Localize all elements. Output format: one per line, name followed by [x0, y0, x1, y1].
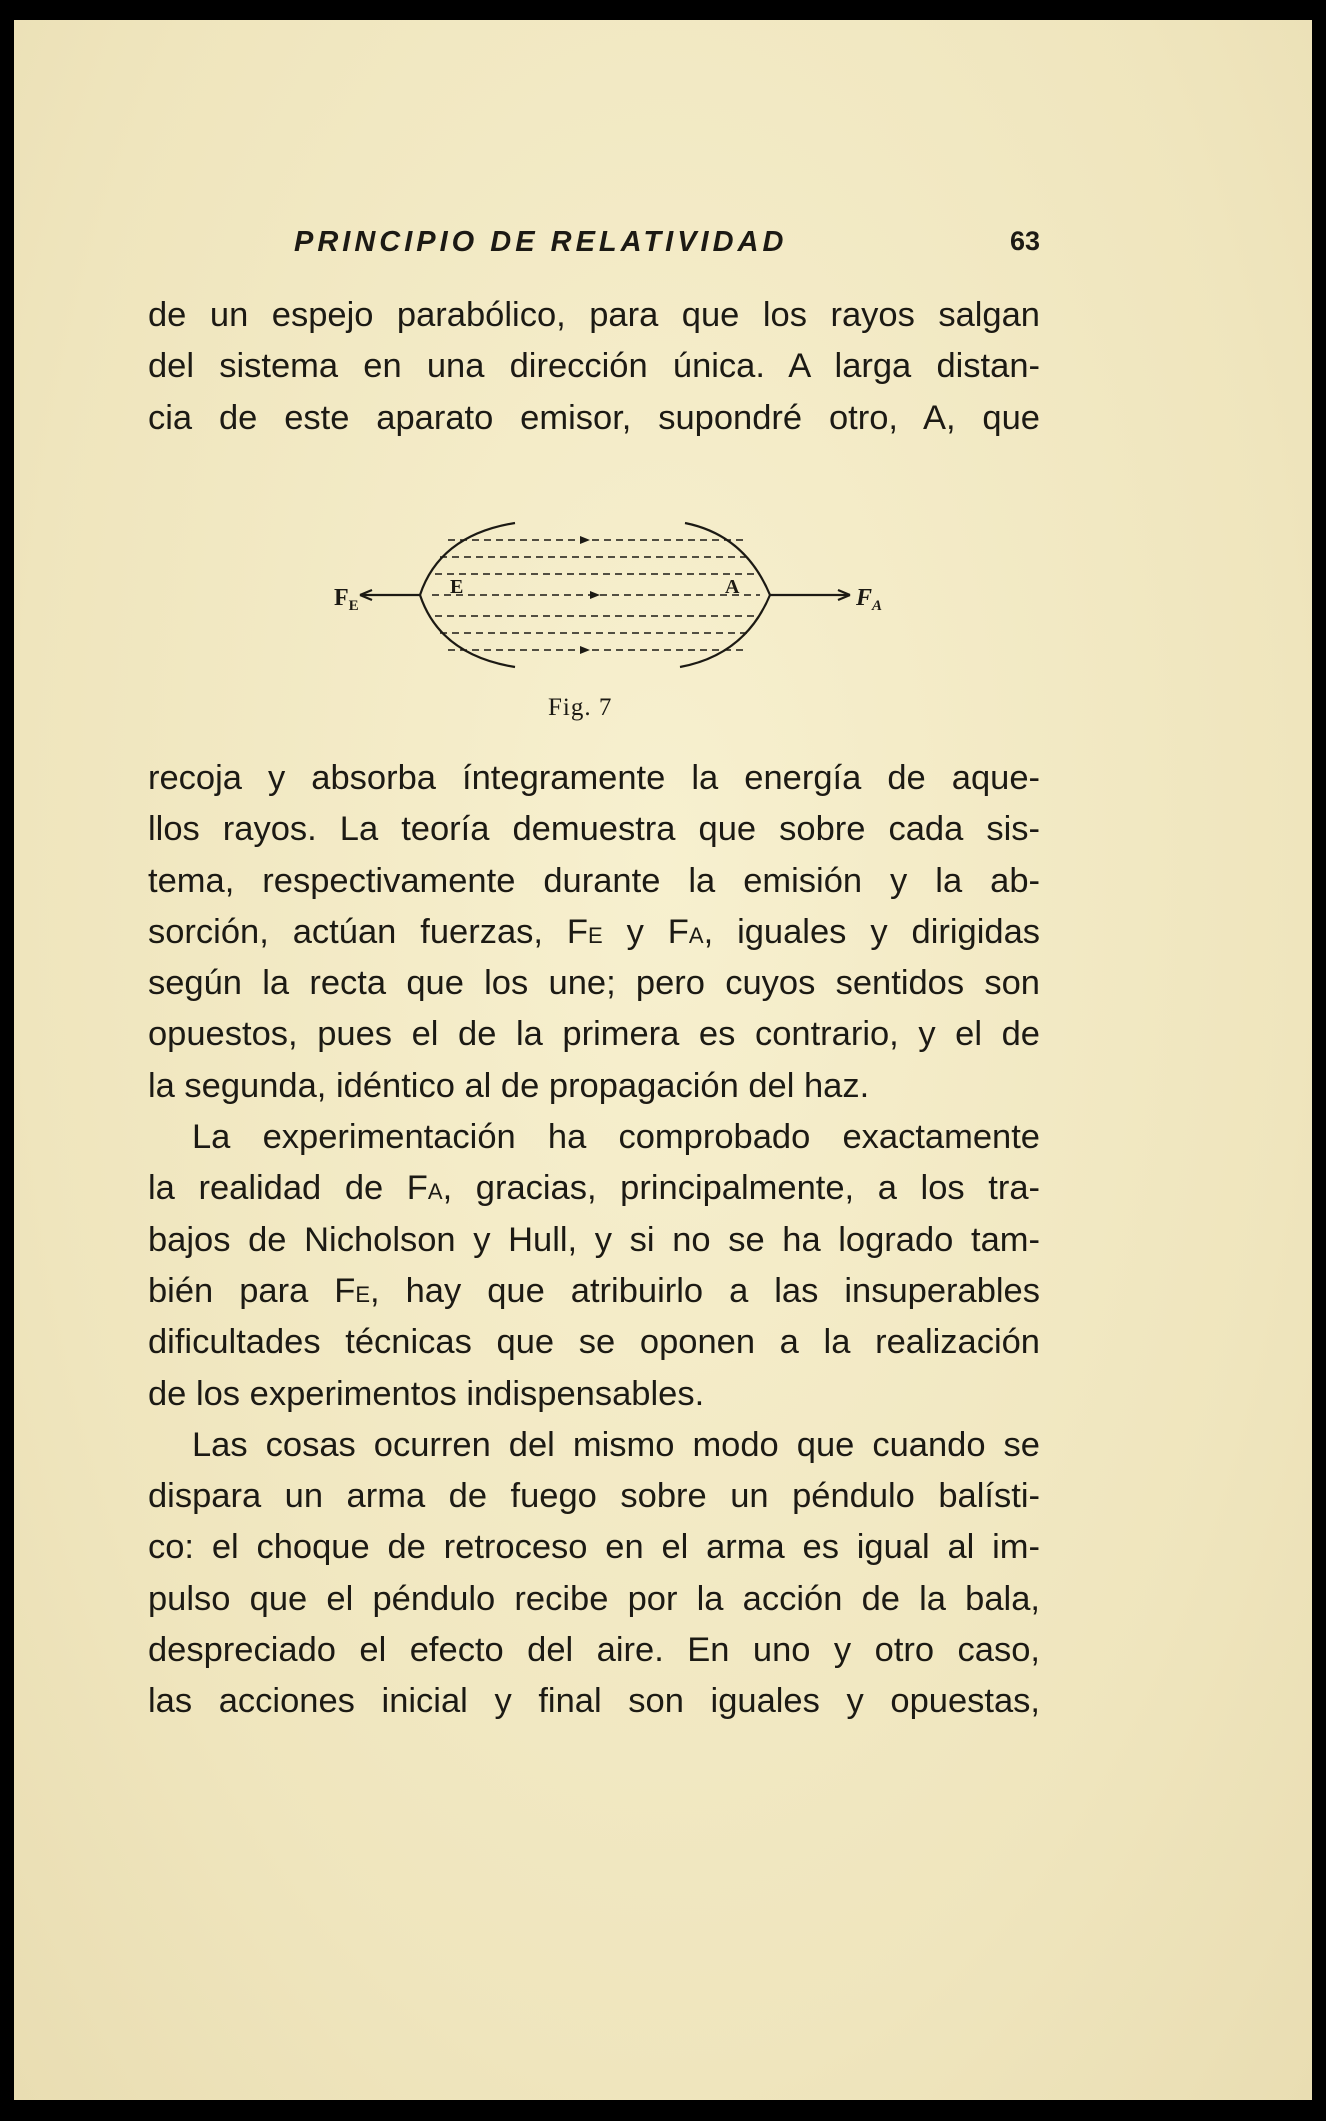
emitter-mirror-bottom: [420, 595, 515, 667]
text-line: llos rayos. La teoría demuestra que sobre cada sis-: [148, 810, 1040, 849]
label-fa-right: $F_A$: [856, 585, 883, 614]
text-line: la realidad de FA, gracias, principalmente, a los tra-: [148, 1169, 1040, 1208]
text-line: dispara un arma de fuego sobre un péndulo balísti-: [148, 1477, 1040, 1516]
text-line: cia de este aparato emisor, supondré otro, A, que: [148, 398, 1040, 437]
text-line: según la recta que los une; pero cuyos sentidos son: [148, 964, 1040, 1003]
text-line: co: el choque de retroceso en el arma es igual al im-: [148, 1528, 1040, 1567]
page-number: 63: [1009, 226, 1040, 256]
body-text: [148, 753, 1040, 1728]
text-line: de un espejo parabólico, para que los rayos salgan: [148, 296, 1040, 334]
absorber-mirror-bottom: [680, 595, 770, 667]
running-header: [280, 226, 1040, 266]
text-line: las acciones inicial y final son iguales y opuestas,: [148, 1682, 1040, 1721]
text-line: tema, respectivamente durante la emisión y la ab-: [148, 861, 1040, 900]
text-line: despreciado el efecto del aire. En uno y otro caso,: [148, 1631, 1040, 1670]
figure-caption: Fig. 7: [548, 694, 613, 721]
figure-emitter-absorber-diagram: [290, 515, 910, 685]
text-line: la segunda, idéntico al de propagación del haz.: [148, 1066, 870, 1105]
header-title: PRINCIPIO DE RELATIVIDAD: [294, 226, 788, 258]
text-line: opuestos, pues el de la primera es contrario, y el de: [148, 1015, 1040, 1054]
text-line: bién para FE, hay que atribuirlo a las insuperables: [148, 1271, 1040, 1310]
label-absorber: A: [725, 576, 740, 598]
label-emitter: E: [450, 576, 464, 598]
paragraph-intro: [148, 290, 1040, 444]
text-line: sorción, actúan fuerzas, FE y FA, iguales y dirigidas: [148, 912, 1041, 951]
text-line: pulso que el péndulo recibe por la acción de la bala,: [148, 1579, 1040, 1618]
text-line: dificultades técnicas que se oponen a la realización: [148, 1323, 1040, 1362]
emitter-mirror-top: [420, 523, 515, 595]
text-line: recoja y absorba íntegramente la energía de aque-: [148, 759, 1040, 797]
text-line: La experimentación ha comprobado exactamente: [192, 1118, 1040, 1157]
text-line: del sistema en una dirección única. A larga distan-: [148, 347, 1040, 386]
label-fe-left: $F_E$: [334, 585, 359, 614]
text-line: bajos de Nicholson y Hull, y si no se ha logrado tam-: [148, 1220, 1040, 1259]
text-line: Las cosas ocurren del mismo modo que cuando se: [192, 1425, 1040, 1464]
text-line: de los experimentos indispensables.: [148, 1374, 705, 1413]
